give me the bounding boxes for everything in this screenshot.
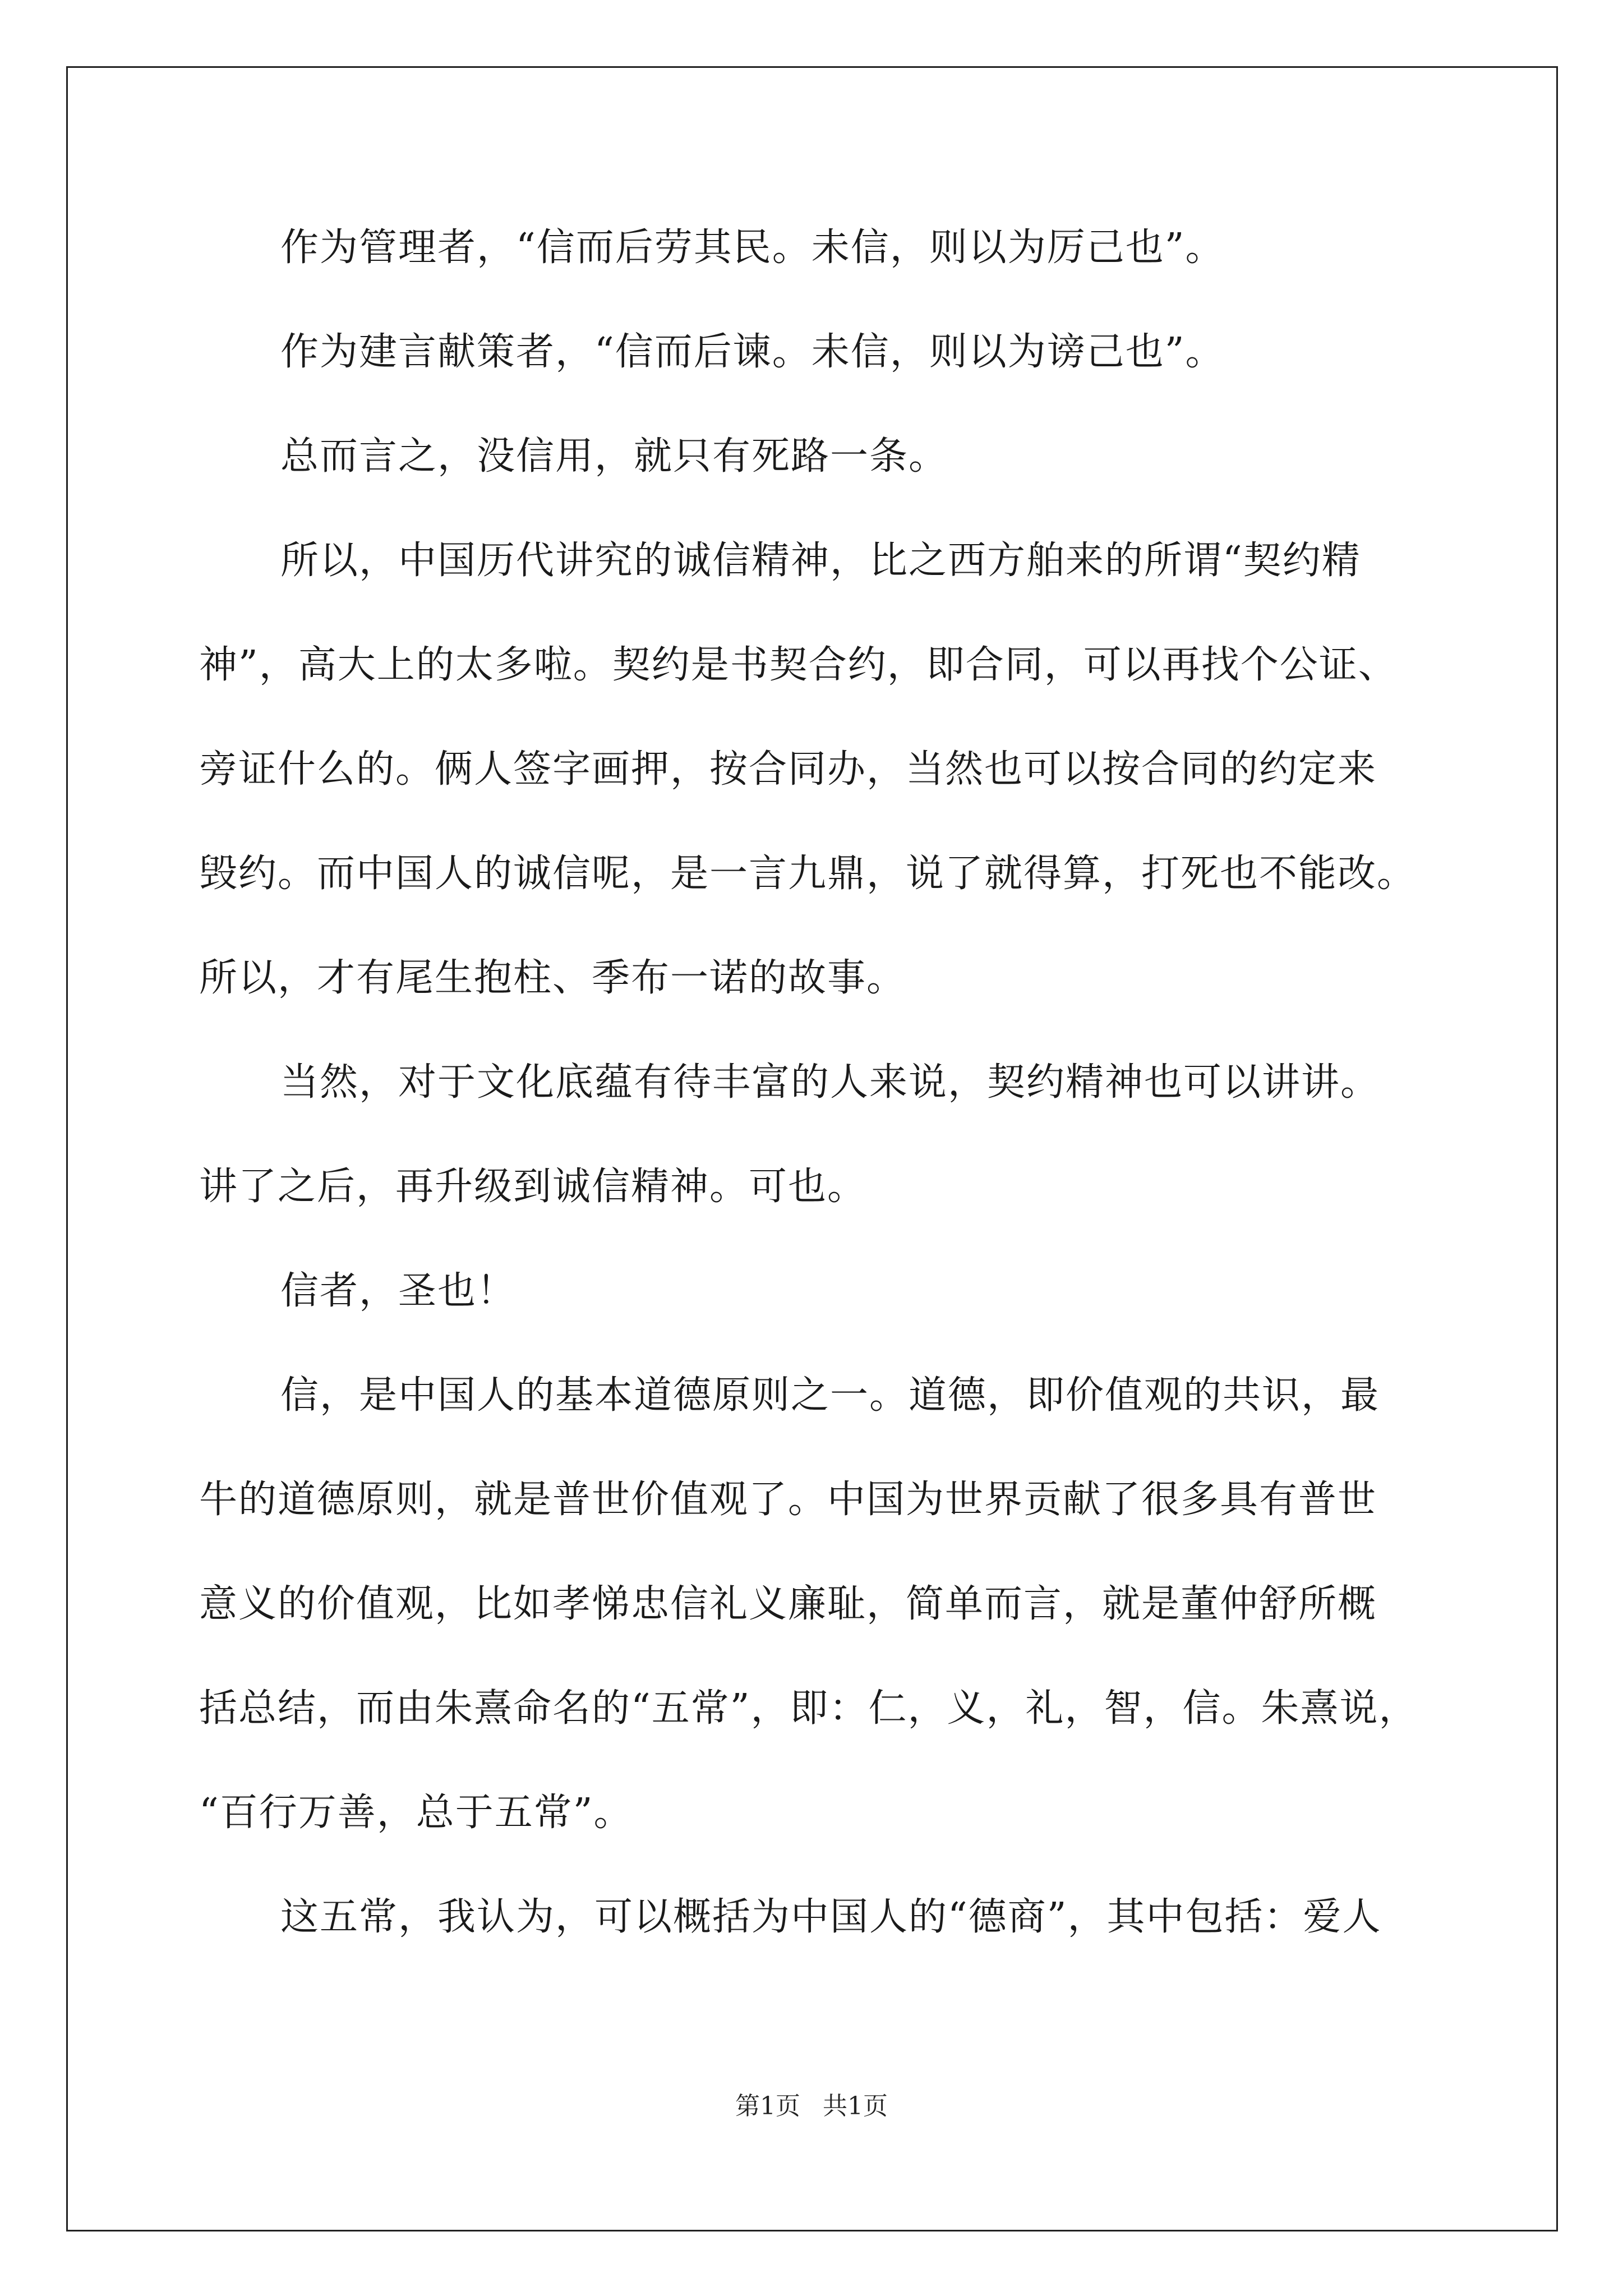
page-number: 第1页 — [735, 2092, 800, 2120]
text-line: 作为建言献策者，“信而后谏。未信，则以为谤己也”。 — [280, 330, 1225, 374]
text-line: 信者，圣也！ — [280, 1269, 517, 1313]
text-line: 总而言之，没信用，就只有死路一条。 — [280, 434, 948, 478]
text-line: 当然，对于文化底蕴有待丰富的人来说，契约精神也可以讲讲。 — [280, 1060, 1380, 1105]
text-line: 括总结，而由朱熹命名的“五常”，即：仁，义，礼，智，信。朱熹说， — [199, 1686, 1418, 1731]
text-line: 旁证什么的。俩人签字画押，按合同办，当然也可以按合同的约定来 — [199, 747, 1377, 792]
text-line: 毁约。而中国人的诚信呢，是一言九鼎，说了就得算，打死也不能改。 — [199, 852, 1417, 896]
text-line: 讲了之后，再升级到诚信精神。可也。 — [199, 1165, 867, 1209]
text-line: 这五常，我认为，可以概括为中国人的“德商”，其中包括：爱人 — [280, 1895, 1382, 1939]
text-line: 所以，才有尾生抱柱、季布一诺的故事。 — [199, 956, 906, 1000]
page-total: 共1页 — [823, 2092, 888, 2120]
text-line: 意义的价值观，比如孝悌忠信礼义廉耻，简单而言，就是董仲舒所概 — [199, 1582, 1377, 1626]
text-line: 信，是中国人的基本道德原则之一。道德，即价值观的共识，最 — [280, 1373, 1380, 1418]
text-line: 神”，高大上的太多啦。契约是书契合约，即合同，可以再找个公证、 — [199, 643, 1398, 687]
text-line: “百行万善，总于五常”。 — [199, 1791, 633, 1835]
page-footer — [0, 2090, 1623, 2123]
text-line: 所以，中国历代讲究的诚信精神，比之西方舶来的所谓“契约精 — [280, 539, 1361, 583]
text-line: 牛的道德原则，就是普世价值观了。中国为世界贡献了很多具有普世 — [199, 1478, 1377, 1522]
text-line: 作为管理者，“信而后劳其民。未信，则以为厉己也”。 — [280, 226, 1225, 270]
